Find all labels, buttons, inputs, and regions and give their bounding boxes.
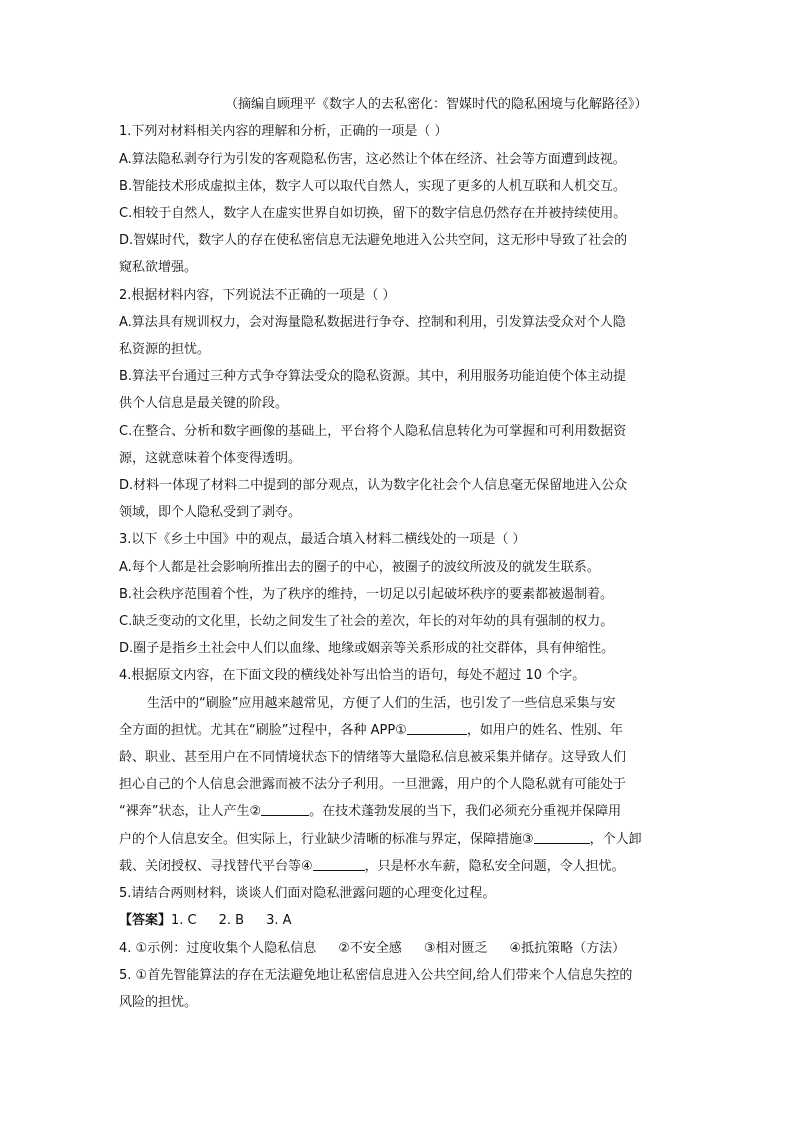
q4-passage-line6 (119, 831, 679, 849)
q1-stem: 1.下列对材料相关内容的理解和分析，正确的一项是（ ） (119, 124, 448, 139)
answer-1: 1. C (171, 913, 197, 928)
q5-stem: 5.请结合两则材料，谈谈人们面对隐私泄露问题的心理变化过程。 (119, 886, 496, 901)
q4-passage-line3: 龄、职业、甚至用户在不同情境状态下的情绪等大量隐私信息被采集并储存。这导致人们 (119, 750, 627, 765)
q4-passage-line4: 担心自己的个人信息会泄露而被不法分子利用。一旦泄露，用户的个人隐私就有可能处于 (119, 777, 627, 792)
answers-label: 【答案】 (119, 913, 172, 928)
answer-4-3: ③相对匮乏 (423, 941, 488, 956)
q4-passage-line1: 生活中的“刷脸”应用越来越常见，方便了人们的生活，也引发了一些信息采集与安 (147, 696, 616, 711)
q3-option-a: A.每个人都是社会影响所推出去的圈子的中心，被圈子的波纹所波及的就发生联系。 (119, 560, 600, 575)
q2-option-a-line1: A.算法具有规训权力，会对海量隐私数据进行争夺、控制和利用，引发算法受众对个人隐 (119, 315, 626, 330)
q1-option-a: A.算法隐私剥夺行为引发的客观隐私伤害，这必然让个体在经济、社会等方面遭到歧视。 (119, 152, 626, 167)
answers-line2 (119, 940, 679, 958)
q3-stem: 3.以下《乡土中国》中的观点，最适合填入材料二横线处的一项是（ ） (119, 532, 526, 547)
q4-stem: 4.根据原文内容，在下面文段的横线处补写出恰当的语句，每处不超过 10 个字。 (119, 668, 586, 683)
answer-4-4: ④抵抗策略（方法） (509, 941, 626, 956)
q2-option-b-line2: 供个人信息是最关键的阶段。 (119, 396, 289, 411)
q2-option-c-line2: 源，这就意味着个体变得透明。 (119, 451, 302, 466)
blank-1 (407, 722, 467, 735)
q3-option-b: B.社会秩序范围着个性，为了秩序的维持，一切足以引起破坏秩序的要素都被遏制着。 (119, 587, 614, 602)
q1-option-b: B.智能技术形成虚拟主体，数字人可以取代自然人，实现了更多的人机互联和人机交互。 (119, 179, 627, 194)
q4-text: ，如用户的姓名、性别、年 (466, 723, 623, 738)
q2-option-a-line2: 私资源的担忧。 (119, 342, 211, 357)
q1-option-c: C.相较于自然人，数字人在虚实世界自如切换，留下的数字信息仍然存在并被持续使用。 (119, 206, 627, 221)
q2-option-b-line1: B.算法平台通过三种方式争夺算法受众的隐私资源。其中，利用服务功能迫使个体主动提 (119, 369, 627, 384)
answer-2: 2. B (218, 913, 245, 928)
q4-text: ，只是杯水车薪，隐私安全问题，令人担忧。 (364, 859, 625, 874)
blank-4 (313, 858, 365, 871)
answer-5-line1: 5. ①首先智能算法的存在无法避免地让私密信息进入公共空间,给人们带来个人信息失控的 (119, 968, 633, 983)
answer-4-1: 4. ①示例：过度收集个人隐私信息 (119, 941, 317, 956)
q2-option-d-line2: 领域，即个人隐私受到了剥夺。 (119, 505, 302, 520)
q4-passage-line5 (119, 803, 679, 821)
q1-option-d-line2: 窥私欲增强。 (119, 260, 198, 275)
q4-text: “裸奔”状态，让人产生② (119, 804, 262, 819)
q4-text: 全方面的担忧。尤其在“刷脸”过程中，各种 APP① (119, 723, 407, 738)
q4-passage-line7 (119, 858, 679, 876)
q4-text: 。在技术蓬勃发展的当下，我们必须充分重视并保障用 (309, 804, 622, 819)
q1-option-d-line1: D.智媒时代，数字人的存在使私密信息无法避免地进入公共空间，这无形中导致了社会的 (119, 233, 628, 248)
q4-text: 户的个人信息安全。但实际上，行业缺少清晰的标准与界定，保障措施③ (119, 832, 534, 847)
answer-4-2: ②不安全感 (338, 941, 402, 956)
q4-text: ，个人卸 (589, 832, 642, 847)
q4-passage-line2 (119, 722, 679, 740)
answer-3: 3. A (266, 913, 292, 928)
answer-5-line2: 风险的担忧。 (119, 995, 198, 1010)
answers-line1 (119, 912, 679, 930)
q3-option-d: D.圈子是指乡土社会中人们以血缘、地缘或姻亲等关系形成的社交群体，具有伸缩性。 (119, 641, 615, 656)
q4-text: 载、关闭授权、寻找替代平台等④ (119, 859, 313, 874)
q2-option-c-line1: C.在整合、分析和数字画像的基础上，平台将个人隐私信息转化为可掌握和可利用数据资 (119, 424, 627, 439)
blank-2 (261, 803, 309, 816)
q2-stem: 2.根据材料内容，下列说法不正确的一项是（ ） (119, 288, 396, 303)
blank-3 (534, 831, 590, 844)
q2-option-d-line1: D.材料一体现了材料二中提到的部分观点，认为数字化社会个人信息毫无保留地进入公众 (119, 478, 628, 493)
q3-option-c: C.缺乏变动的文化里，长幼之间发生了社会的差次，年长的对年幼的具有强制的权力。 (119, 614, 614, 629)
source-citation: （摘编自顾理平《数字人的去私密化：智媒时代的隐私困境与化解路径》） (225, 97, 648, 112)
